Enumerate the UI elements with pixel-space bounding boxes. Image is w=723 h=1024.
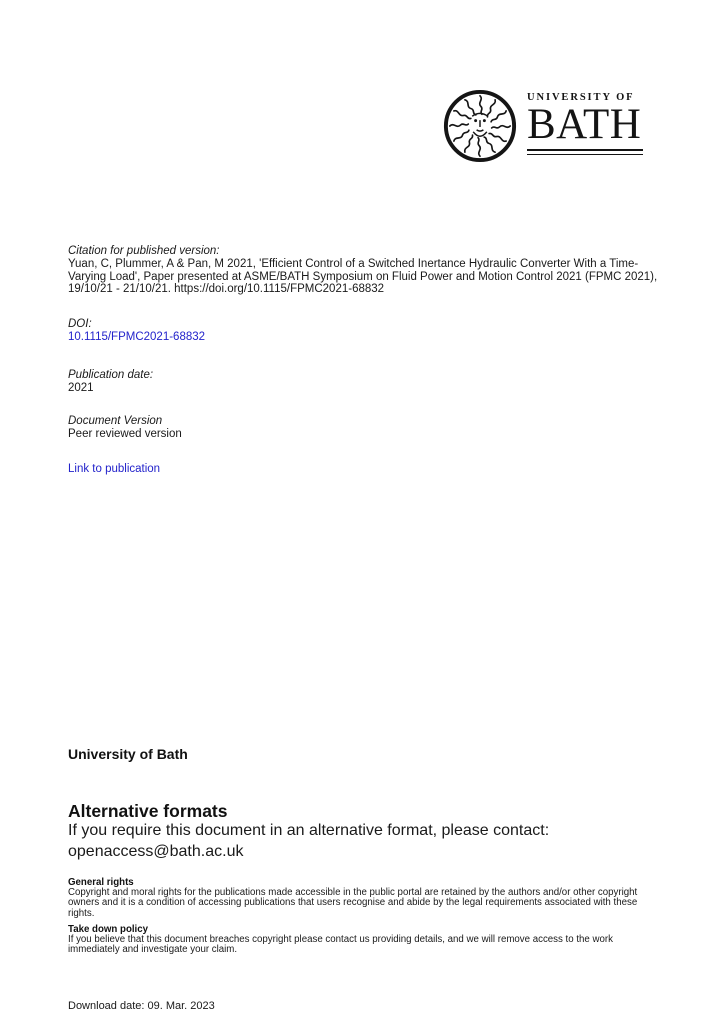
bath-logo-text: [527, 88, 643, 155]
bath-crest-icon: [442, 88, 518, 164]
document-version-label: Document Version: [68, 415, 163, 427]
document-version-value: Peer reviewed version: [68, 427, 182, 440]
alternative-formats-section: [68, 801, 678, 862]
publication-date-value: 2021: [68, 381, 94, 394]
publication-date-label: Publication date:: [68, 369, 154, 381]
bath-logo-rules: [527, 149, 643, 155]
general-rights-text: Copyright and moral rights for the publications made accessible in the public portal are retained by the authors and/or other copyright owners and it is a condition of accessing publications that users recognise and abide by the legal requirements associated with these rights.: [68, 887, 638, 919]
openaccess-email: openaccess@bath.ac.uk: [68, 842, 244, 860]
doi-section: [68, 318, 668, 344]
link-to-publication[interactable]: Link to publication: [68, 463, 161, 475]
bath-wordmark: BATH: [527, 101, 642, 148]
doi-link[interactable]: 10.1115/FPMC2021-68832: [68, 330, 206, 343]
citation-text: Yuan, C, Plummer, A & Pan, M 2021, 'Efficient Control of a Switched Inertance Hydraulic Converter With a Time-Varying Load', Paper presented at ASME/BATH Symposium on Fluid Power and Motion Control 2021 (FPMC 2021), 19/10/21 - 21/10/21. https://doi.org/10.1115/FPMC2021-68832: [68, 257, 658, 296]
publication-date-section: [68, 369, 668, 395]
bath-logo: [442, 88, 643, 164]
take-down-policy-text: If you believe that this document breaches copyright please contact us providing details, and we will remove access to the work immediately and investigate your claim.: [68, 934, 613, 956]
document-version-section: [68, 415, 668, 441]
university-name: University of Bath: [68, 746, 188, 762]
alternative-formats-heading: Alternative formats: [68, 801, 228, 821]
general-rights-heading: General rights: [68, 877, 134, 888]
citation-label: Citation for published version:: [68, 245, 220, 257]
alternative-formats-text: If you require this document in an alternative format, please contact:: [68, 822, 550, 839]
citation-section: [68, 245, 668, 296]
general-rights-section: [68, 878, 662, 919]
link-to-publication-section: [68, 463, 668, 476]
download-date: Download date: 09. Mar. 2023: [68, 1000, 215, 1012]
take-down-policy-section: [68, 925, 662, 956]
take-down-policy-heading: Take down policy: [68, 924, 149, 935]
doi-label: DOI:: [68, 318, 92, 330]
university-of-label: UNIVERSITY OF: [527, 92, 635, 103]
